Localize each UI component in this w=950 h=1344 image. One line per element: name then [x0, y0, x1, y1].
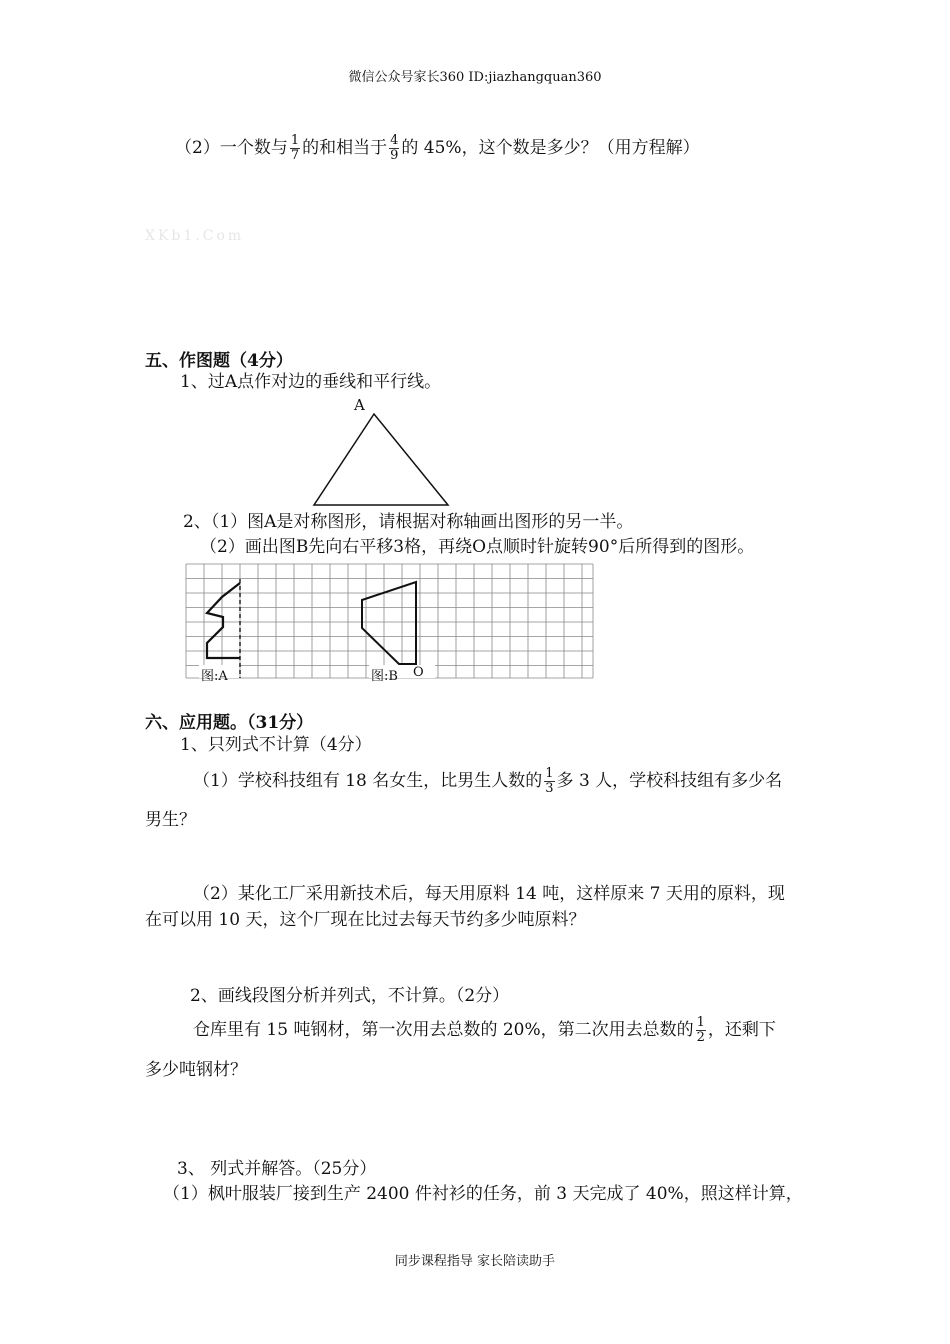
page-footer: 同步课程指导 家长陪读助手	[394, 1254, 556, 1269]
section-6-q2-line2: 多少吨钢材？	[145, 1060, 247, 1080]
section-5-q2-1: 2、（1）图A是对称图形，请根据对称轴画出图形的另一半。	[183, 512, 634, 532]
section-5-title: 五、作图题（4分）	[145, 351, 293, 371]
fraction-numerator: 1	[696, 1015, 705, 1030]
section-5-q1: 1、过A点作对边的垂线和平行线。	[180, 372, 442, 392]
vertex-a-label: A	[354, 396, 365, 414]
q1-1-text-a: （1）学校科技组有 18 名女生，比男生人数的	[193, 771, 543, 791]
figure-b	[362, 582, 416, 664]
section-6-q3-1: （1）枫叶服装厂接到生产 2400 件衬衫的任务，前 3 天完成了 40%，照这样计算，	[163, 1184, 803, 1204]
fraction-denominator: 7	[290, 148, 300, 163]
page-header: 微信公众号家长360 ID:jiazhangquan360	[348, 70, 602, 85]
grid-figure	[185, 563, 595, 681]
section-6-q1-2-line1: （2）某化工厂采用新技术后，每天用原料 14 吨，这样原来 7 天用的原料，现	[193, 884, 785, 904]
section-6-title: 六、应用题。（31分）	[145, 713, 314, 733]
fraction-numerator: 1	[545, 766, 554, 781]
figure-a-half	[207, 583, 240, 658]
q4-2-prefix: （2）一个数与	[175, 138, 288, 158]
fraction-1-3	[544, 767, 554, 796]
section-6-q1-2-line2: 在可以用 10 天，这个厂现在比过去每天节约多少吨原料？	[145, 910, 586, 930]
fraction-4-9	[389, 134, 399, 163]
question-4-2	[175, 134, 700, 163]
fraction-1-2	[696, 1016, 706, 1045]
section-6-q2-line1	[193, 1016, 776, 1045]
q2-text-a: 仓库里有 15 吨钢材，第一次用去总数的 20%，第二次用去总数的	[193, 1020, 694, 1040]
q2-text-b: ，还剩下	[707, 1020, 776, 1040]
section-6-q2-title: 2、画线段图分析并列式，不计算。（2分）	[190, 986, 510, 1006]
triangle-shape	[314, 414, 448, 505]
section-6-q3-title: 3、 列式并解答。（25分）	[177, 1159, 377, 1179]
fraction-denominator: 2	[696, 1030, 705, 1045]
fraction-numerator: 1	[290, 133, 300, 148]
section-6-q1-title: 1、只列式不计算（4分）	[180, 735, 372, 755]
fraction-denominator: 3	[545, 781, 554, 796]
watermark: XKb1.Com	[145, 228, 245, 244]
section-6-q1-1-cont: 男生？	[145, 810, 196, 830]
section-6-q1-1	[193, 767, 782, 796]
figure-b-label: 图:B	[371, 669, 398, 684]
point-o-label: O	[413, 665, 424, 680]
fraction-denominator: 9	[390, 148, 399, 163]
fraction-1-7	[290, 134, 300, 163]
q4-2-suffix: 的 45%，这个数是多少？（用方程解）	[401, 138, 700, 158]
section-5-q2-2: （2）画出图B先向右平移3格，再绕O点顺时针旋转90°后所得到的图形。	[200, 537, 755, 557]
q4-2-mid: 的和相当于	[302, 138, 388, 158]
fraction-numerator: 4	[390, 133, 399, 148]
q1-1-text-b: 多 3 人，学校科技组有多少名	[556, 771, 783, 791]
grid-lines	[186, 564, 593, 678]
figure-a-label: 图:A	[201, 669, 228, 684]
triangle-figure	[300, 390, 460, 510]
